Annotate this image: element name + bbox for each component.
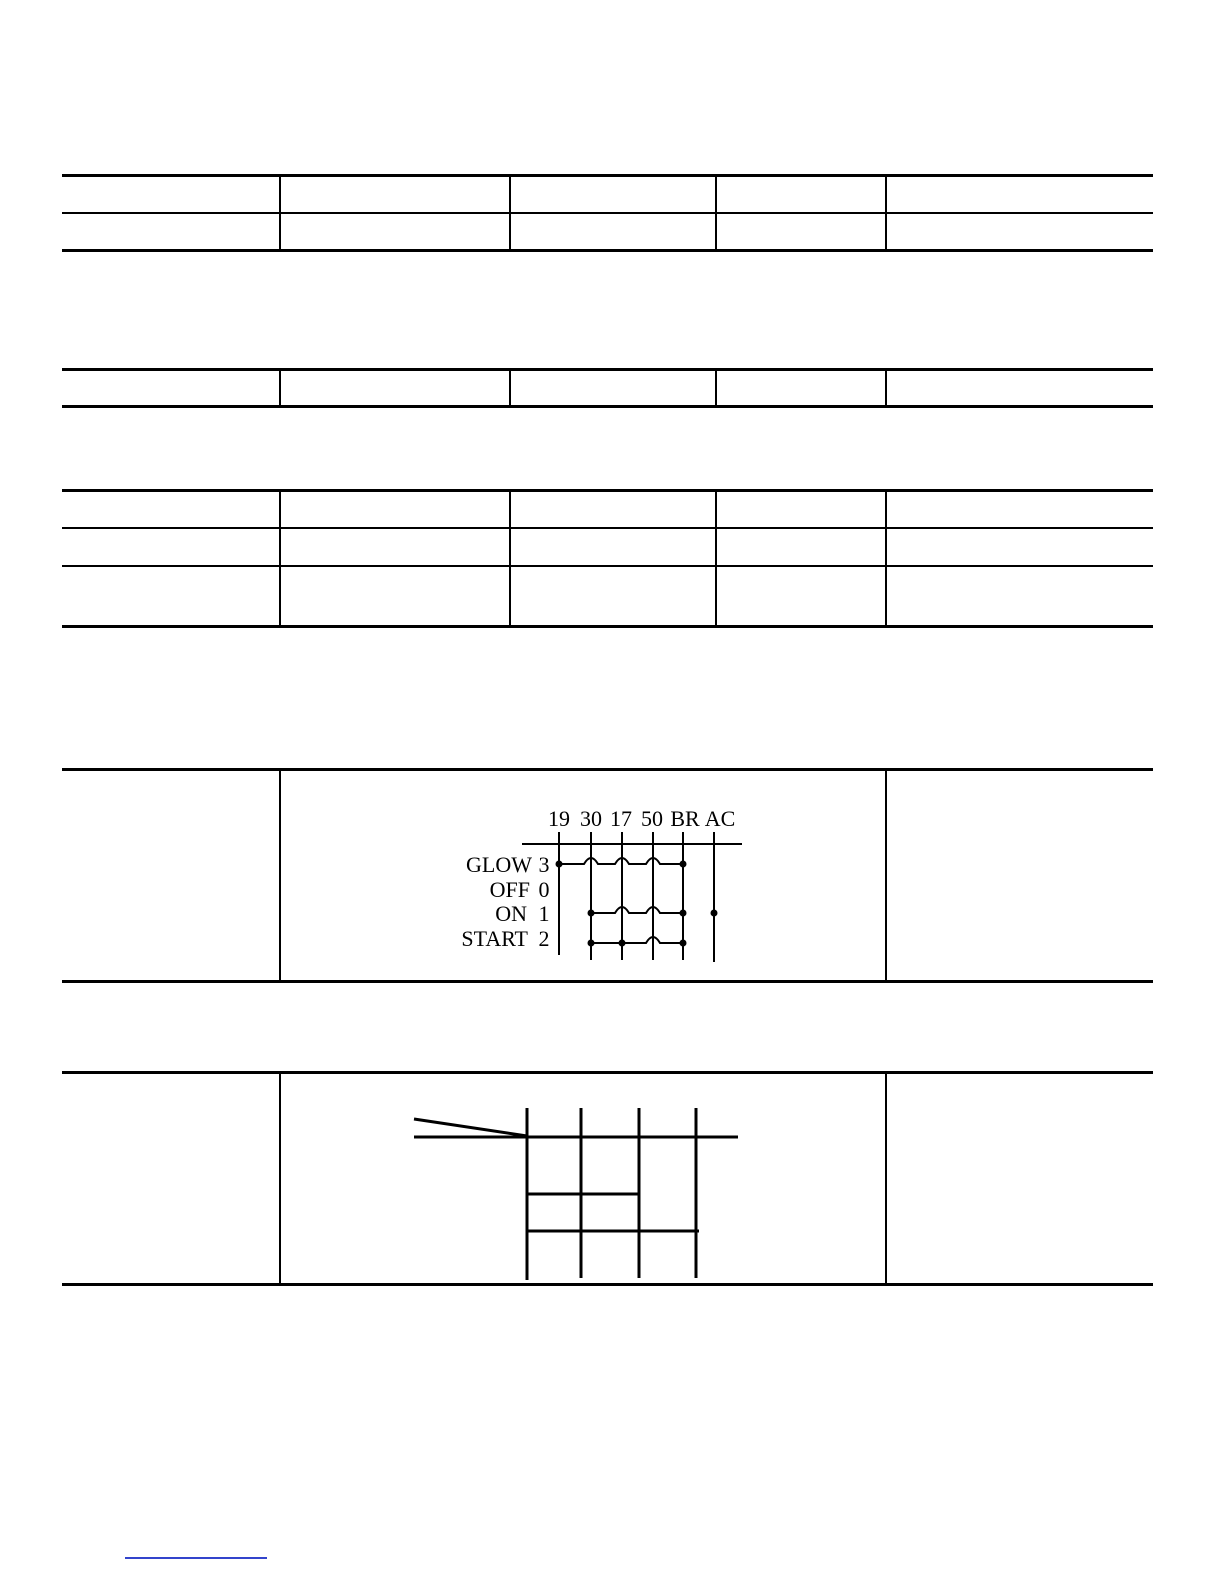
table-rule xyxy=(62,980,1153,983)
column-divider xyxy=(885,768,887,983)
table-rule xyxy=(62,625,1153,628)
grid-lever-line xyxy=(414,1119,527,1136)
switch-connection-glow xyxy=(559,858,683,864)
column-divider xyxy=(715,174,717,252)
switch-row-label: OFF xyxy=(489,877,530,902)
table-rule xyxy=(62,368,1153,371)
switch-contact-dot xyxy=(680,910,687,917)
switch-contact-dot xyxy=(588,940,595,947)
switch-row-position: 3 xyxy=(538,852,550,877)
footer-link-underline[interactable] xyxy=(125,1557,267,1559)
switch-column-label: 19 xyxy=(548,806,570,831)
table-rule xyxy=(62,1283,1153,1286)
table-rule xyxy=(62,768,1153,771)
table-rule xyxy=(62,212,1153,214)
column-divider xyxy=(279,174,281,252)
switch-contact-dot xyxy=(680,861,687,868)
switch-row-position: 0 xyxy=(538,877,550,902)
table-rule xyxy=(62,405,1153,408)
switch-contact-dot xyxy=(711,910,718,917)
column-divider xyxy=(509,368,511,408)
switch-contact-dot xyxy=(556,861,563,868)
switch-contact-dot xyxy=(680,940,687,947)
switch-connection-on xyxy=(591,907,683,913)
table-rule xyxy=(62,527,1153,529)
table-rule xyxy=(62,174,1153,177)
column-divider xyxy=(885,368,887,408)
switch-contact-dot xyxy=(588,910,595,917)
column-divider xyxy=(715,368,717,408)
column-divider xyxy=(885,1071,887,1286)
switch-row-label: GLOW xyxy=(466,852,532,877)
switch-column-label: BR xyxy=(670,806,700,831)
column-divider xyxy=(279,1071,281,1286)
switch-column-label: 17 xyxy=(610,806,632,831)
column-divider xyxy=(279,768,281,983)
table-rule xyxy=(62,565,1153,567)
column-divider xyxy=(279,489,281,628)
switch-connection-start xyxy=(591,937,683,943)
switch-row-label: START xyxy=(461,926,528,951)
column-divider xyxy=(885,489,887,628)
switch-row-position: 1 xyxy=(538,901,550,926)
column-divider xyxy=(715,489,717,628)
table-rule xyxy=(62,249,1153,252)
switch-row-label: ON xyxy=(495,901,527,926)
column-divider xyxy=(885,174,887,252)
switch-column-label: AC xyxy=(704,806,736,831)
table-rule xyxy=(62,1071,1153,1074)
column-divider xyxy=(509,174,511,252)
table-rule xyxy=(62,489,1153,492)
switch-column-label: 30 xyxy=(580,806,602,831)
switch-contact-dot xyxy=(619,940,626,947)
column-divider xyxy=(279,368,281,408)
switch-row-position: 2 xyxy=(538,926,550,951)
switch-column-label: 50 xyxy=(641,806,663,831)
column-divider xyxy=(509,489,511,628)
